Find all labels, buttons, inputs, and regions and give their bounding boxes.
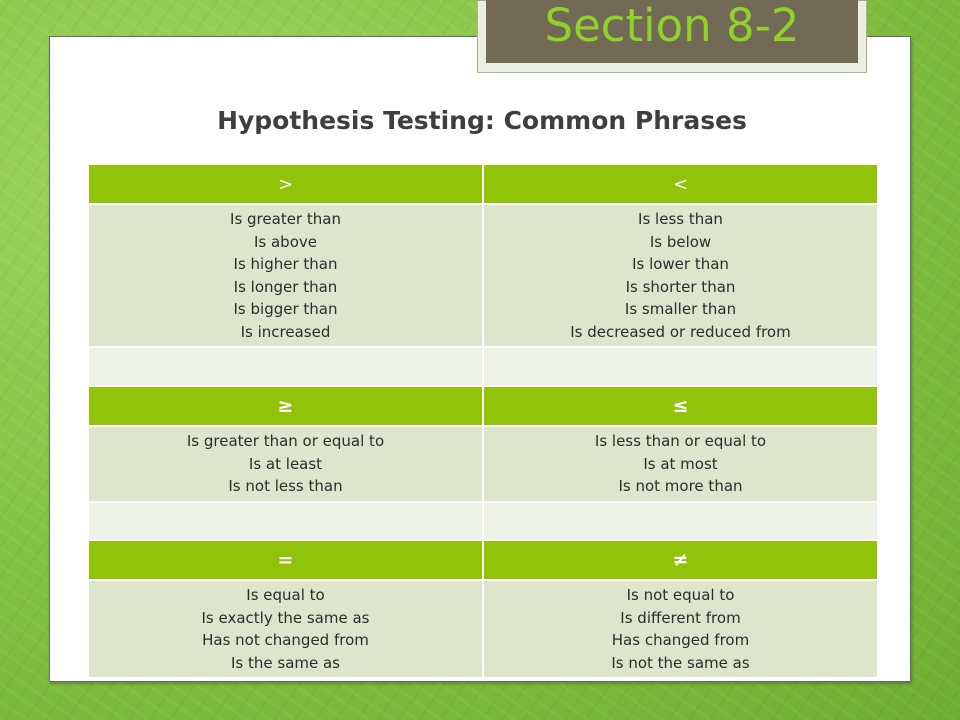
phrase-line: Is smaller than xyxy=(624,300,737,318)
phrases-row-equal-notequal xyxy=(88,580,878,678)
phrase-line: Is increased xyxy=(240,322,331,341)
spacer-cell xyxy=(88,347,483,386)
phrase-cell-greater-or-equal xyxy=(88,426,483,502)
phrase-cell-greater-than xyxy=(88,204,483,347)
phrase-line: Is less than xyxy=(638,210,723,228)
spacer-row xyxy=(88,502,878,540)
phrase-line: Is bigger than xyxy=(233,300,338,318)
phrase-line: Has changed from xyxy=(611,631,750,649)
symbol-not-equal: ≠ xyxy=(483,540,878,580)
phrase-line: Is not less than xyxy=(228,477,343,496)
phrase-cell-equal xyxy=(88,580,483,678)
symbol-less-than: < xyxy=(483,164,878,204)
phrase-cell-less-than xyxy=(483,204,878,347)
phrase-line: Is not equal to xyxy=(626,586,735,604)
phrase-cell-not-equal xyxy=(483,580,878,678)
phrase-line: Is different from xyxy=(620,608,741,627)
phrase-line: Is lower than xyxy=(632,255,729,273)
phrases-row-geq-leq xyxy=(88,426,878,502)
phrase-line: Is shorter than xyxy=(625,277,736,296)
phrase-line: Is at most xyxy=(643,454,718,473)
spacer-cell xyxy=(483,347,878,386)
phrase-line: Is exactly the same as xyxy=(201,608,370,627)
phrase-line: Is below xyxy=(649,232,712,251)
phrase-line: Is longer than xyxy=(233,277,338,296)
phrase-cell-less-or-equal xyxy=(483,426,878,502)
symbol-greater-or-equal: ≥ xyxy=(88,386,483,426)
phrase-line: Has not changed from xyxy=(202,631,369,649)
phrases-row-greater-less xyxy=(88,204,878,347)
phrase-line: Is less than or equal to xyxy=(594,432,767,451)
symbol-equal: = xyxy=(88,540,483,580)
header-row-equal-notequal xyxy=(88,540,878,580)
phrase-line: Is not the same as xyxy=(611,653,750,672)
symbol-less-or-equal: ≤ xyxy=(483,386,878,426)
phrase-line: Is above xyxy=(253,232,317,251)
header-row-greater-less xyxy=(88,164,878,204)
phrase-line: Is greater than or equal to xyxy=(186,432,385,451)
symbol-greater-than: > xyxy=(88,164,483,204)
section-title: Section 8-2 xyxy=(544,0,800,52)
phrase-line: Is equal to xyxy=(246,586,325,604)
phrase-line: Is at least xyxy=(248,454,323,473)
spacer-row xyxy=(88,347,878,386)
phrase-line: Is not more than xyxy=(618,477,743,496)
phrase-table xyxy=(87,163,879,679)
phrase-line: Is greater than xyxy=(230,210,341,228)
spacer-cell xyxy=(483,502,878,540)
phrase-line: Is the same as xyxy=(230,653,340,672)
spacer-cell xyxy=(88,502,483,540)
page-heading: Hypothesis Testing: Common Phrases xyxy=(217,106,747,135)
phrase-line: Is decreased or reduced from xyxy=(570,322,791,341)
header-row-geq-leq xyxy=(88,386,878,426)
phrase-line: Is higher than xyxy=(233,255,338,273)
